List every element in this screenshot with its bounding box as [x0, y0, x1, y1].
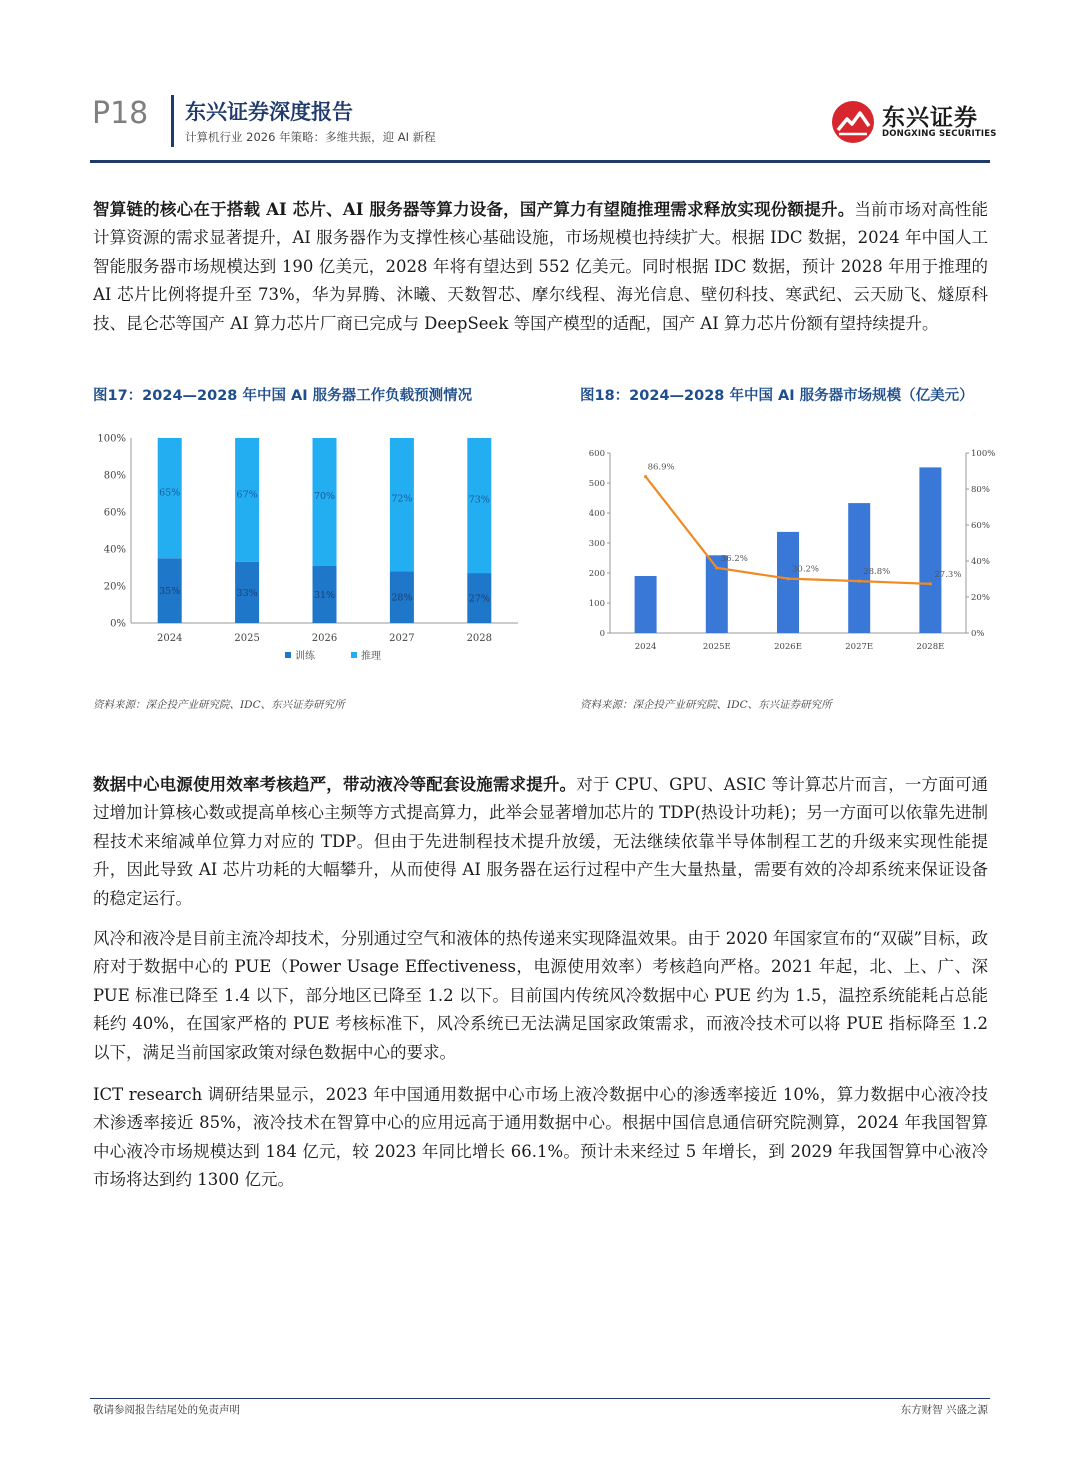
y-tick-label: 20% [103, 581, 126, 593]
x-tick-label: 2025 [234, 633, 260, 644]
footer-disclaimer: 敬请参阅报告结尾处的免责声明 [93, 1404, 240, 1416]
growth-point [858, 580, 861, 583]
x-tick-label: 2024 [156, 633, 183, 644]
legend-swatch-training [285, 652, 291, 658]
x-tick-label: 2027E [845, 642, 874, 652]
y-tick-label-left: 600 [588, 449, 605, 459]
y-tick-label: 40% [103, 544, 126, 556]
paragraph-1-lead: 智算链的核心在于搭载 AI 芯片、AI 服务器等算力设备，国产算力有望随推理需求释放实现份额提升。 [93, 200, 855, 219]
x-tick-label: 2028 [466, 633, 493, 644]
data-label-training: 31% [313, 589, 336, 601]
y-tick-label-left: 100 [588, 599, 605, 609]
data-label-inference: 73% [468, 494, 490, 506]
x-tick-label: 2028E [916, 642, 945, 652]
growth-data-label: 27.3% [934, 569, 962, 580]
logo-name-cn: 东兴证券 [882, 105, 978, 131]
dongxing-logo-icon [830, 99, 876, 145]
y-tick-label-left: 400 [588, 509, 605, 519]
y-tick-label: 60% [103, 507, 126, 519]
bar-market-size [635, 576, 657, 633]
data-label-inference: 65% [159, 487, 181, 499]
y-tick-label-left: 200 [588, 569, 605, 579]
paragraph-1-body: 当前市场对高性能计算资源的需求显著提升，AI 服务器作为支撑性核心基础设施，市场规模也持续扩大。根据 IDC 数据，2024 年中国人工智能服务器市场规模达到 190 亿美元，2028 年将有望达到 552 亿美元。同时根据 IDC 数据，预计 2028 年用于推理的 AI 芯片比例将提升至 73%，华为昇腾、沐曦、天数智芯、摩尔线程、海光信息、壁仞科技、寒武纪、云天励飞、燧原科技、昆仑芯等国产 AI 算力芯片厂商已完成与 DeepSeek 等国产模型的适配，国产 AI 算力芯片份额有望持续提升。 [93, 200, 988, 333]
y-tick-label-right: 60% [971, 521, 990, 531]
header-rule [90, 160, 990, 163]
figure-18-source: 资料来源：深企投产业研究院、IDC、东兴证券研究所 [580, 699, 832, 711]
growth-data-label: 30.2% [792, 564, 820, 575]
figure-17-chart [93, 420, 543, 680]
growth-point [786, 577, 789, 580]
growth-data-label: 86.9% [647, 462, 675, 473]
header-divider [171, 95, 174, 147]
figure-17-title: 图17：2024—2028 年中国 AI 服务器工作负载预测情况 [93, 388, 473, 404]
y-tick-label-left: 500 [588, 479, 605, 489]
page-number: P18 [92, 96, 149, 131]
footer-rule [90, 1398, 990, 1399]
bar-inference [390, 438, 414, 571]
y-tick-label-right: 0% [971, 629, 985, 639]
x-tick-label: 2024 [634, 642, 657, 652]
figure-18-chart [580, 436, 1000, 662]
data-label-training: 28% [391, 592, 413, 604]
y-tick-label: 100% [97, 433, 126, 445]
growth-point [644, 475, 647, 478]
bar-inference [467, 438, 491, 573]
y-tick-label-left: 0 [599, 629, 605, 639]
y-tick-label-right: 80% [971, 485, 990, 495]
paragraph-2 [93, 771, 988, 913]
data-label-training: 27% [468, 593, 490, 605]
logo-name-en: DONGXING SECURITIES [882, 129, 997, 139]
growth-data-label: 36.2% [720, 553, 748, 564]
bar-market-size [777, 532, 799, 633]
figure-18-title: 图18：2024—2028 年中国 AI 服务器市场规模（亿美元） [580, 388, 974, 404]
data-label-inference: 72% [391, 493, 413, 505]
x-tick-label: 2027 [389, 633, 415, 644]
paragraph-2-body: 对于 CPU、GPU、ASIC 等计算芯片而言，一方面可通过增加计算核心数或提高单核心主频等方式提高算力，此举会显著增加芯片的 TDP(热设计功耗)；另一方面可以依靠先进制程技术来缩减单位算力对应的 TDP。但由于先进制程技术提升放缓，无法继续依靠半导体制程工艺的升级来实现性能提升，因此导致 AI 芯片功耗的大幅攀升，从而使得 AI 服务器在运行过程中产生大量热量，需要有效的冷却系统来保证设备的稳定运行。 [93, 775, 989, 908]
paragraph-2-lead: 数据中心电源使用效率考核趋严，带动液冷等配套设施需求提升。 [93, 775, 577, 794]
report-title: 东兴证券深度报告 [185, 100, 353, 124]
y-tick-label-right: 100% [971, 449, 996, 459]
data-label-inference: 70% [313, 490, 336, 502]
y-tick-label-right: 20% [971, 593, 990, 603]
x-tick-label: 2026 [311, 633, 338, 644]
legend-swatch-inference [351, 652, 357, 658]
legend-label-training: 训练 [295, 651, 315, 662]
data-label-training: 33% [236, 587, 258, 599]
y-tick-label: 0% [110, 618, 126, 630]
growth-data-label: 28.8% [863, 567, 891, 578]
legend-label-inference: 推理 [361, 651, 381, 662]
figure-17-source: 资料来源：深企投产业研究院、IDC、东兴证券研究所 [93, 699, 345, 711]
x-tick-label: 2025E [702, 642, 731, 652]
footer-slogan: 东方财智 兴盛之源 [900, 1404, 988, 1416]
paragraph-4: ICT research 调研结果显示，2023 年中国通用数据中心市场上液冷数据中心的渗透率接近 10%，算力数据中心液冷技术渗透率接近 85%，液冷技术在智算中心的应用远高于通用数据中心。根据中国信息通信研究院测算，2024 年我国智算中心液冷市场规模达到 184 亿元，较 2023 年同比增长 66.1%。预计未来经过 5 年增长，到 2029 年我国智算中心液冷市场将达到约 1300 亿元。 [93, 1085, 988, 1190]
growth-point [929, 582, 932, 585]
y-tick-label: 80% [103, 470, 126, 482]
data-label-training: 35% [159, 586, 181, 598]
growth-point [715, 566, 718, 569]
data-label-inference: 67% [236, 489, 258, 501]
paragraph-3: 风冷和液冷是目前主流冷却技术，分别通过空气和液体的热传递来实现降温效果。由于 2020 年国家宣布的“双碳”目标，政府对于数据中心的 PUE（Power Usage Effectiveness，电源使用效率）考核趋向严格。2021 年起，北、上、广、深 PUE 标准已降至 1.4 以下，部分地区已降至 1.2 以下。目前国内传统风冷数据中心 PUE 约为 1.5，温控系统能耗占总能耗约 40%，在国家严格的 PUE 考核标准下，风冷系统已无法满足国家政策需求，而液冷技术可以将 PUE 指标降至 1.2 以下，满足当前国家政策对绿色数据中心的要求。 [93, 929, 988, 1062]
y-tick-label-right: 40% [971, 557, 990, 567]
bar-market-size [919, 467, 941, 633]
x-tick-label: 2026E [774, 642, 802, 652]
y-tick-label-left: 300 [588, 539, 605, 549]
report-subtitle: 计算机行业 2026 年策略：多维共振，迎 AI 新程 [185, 130, 436, 144]
paragraph-1 [93, 196, 988, 338]
